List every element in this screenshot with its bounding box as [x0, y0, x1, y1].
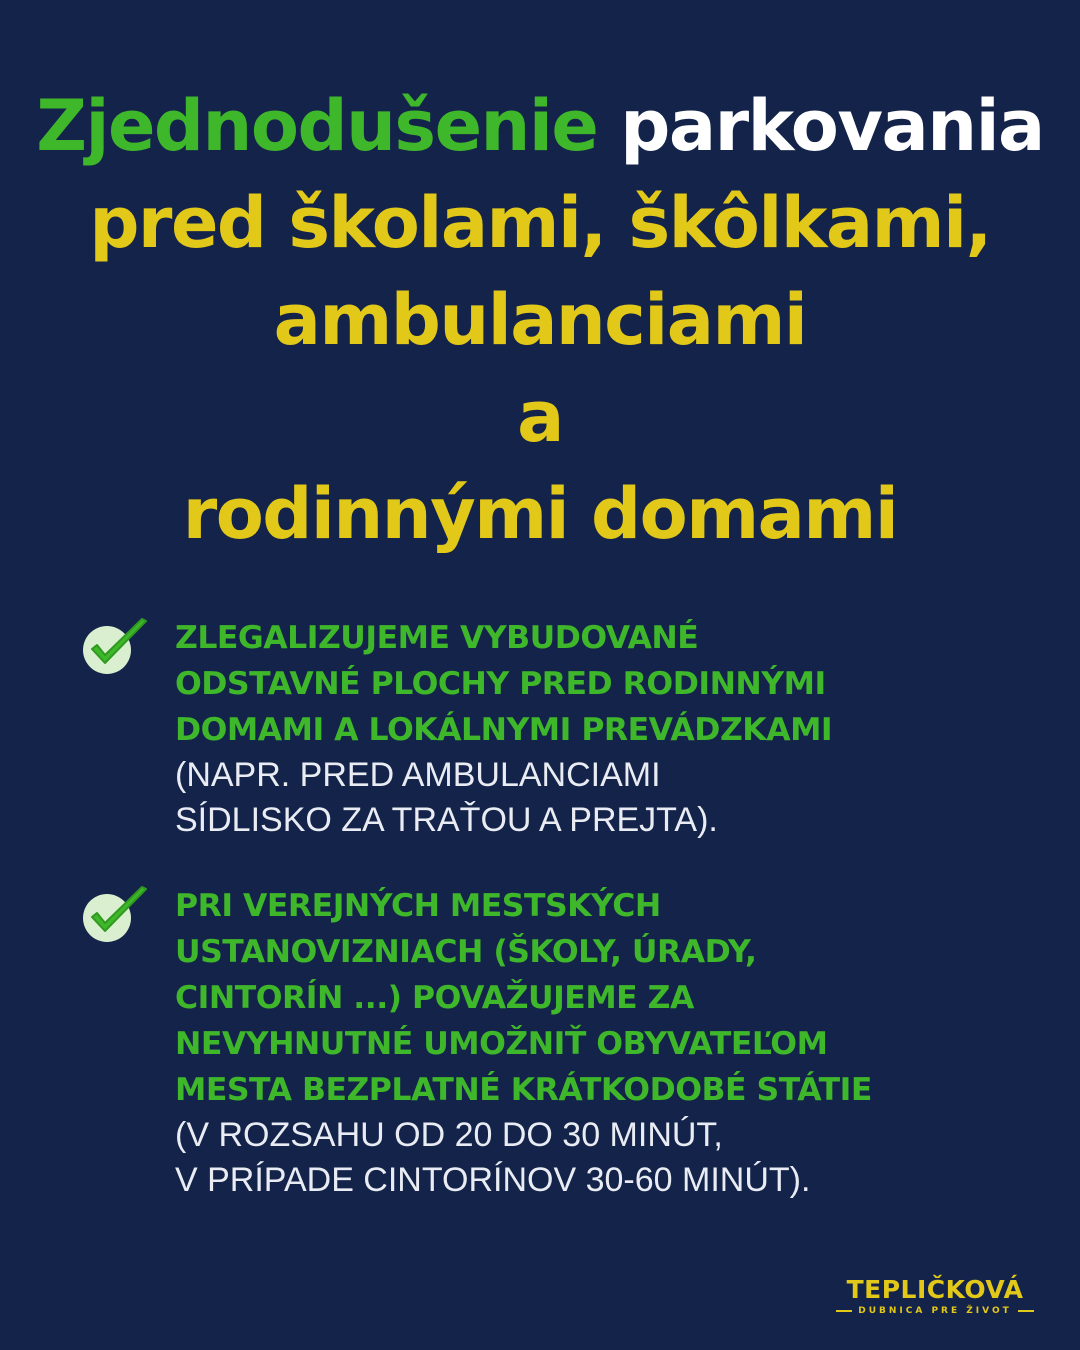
logo [830, 1276, 1040, 1316]
check-icon [80, 615, 154, 677]
bullet-note-text: (NAPR. PRED AMBULANCIAMI SÍDLISKO ZA TRAŤOU A PREJTA). [175, 756, 718, 839]
bullet-bold-text: PRI VEREJNÝCH MESTSKÝCH USTANOVIZNIACH (ŠKOLY, ÚRADY, CINTORÍN ...) POVAŽUJEME ZA NEVYHNUTNÉ UMOŽNIŤ OBYVATEĽOM MESTA BEZPLATNÉ KRÁTKODOBÉ STÁTIE [175, 888, 872, 1108]
headline-line-2: pred školami, škôlkami, [89, 182, 991, 264]
bullet-text [175, 615, 1060, 843]
logo-dash-right [1018, 1310, 1034, 1312]
logo-name: TEPLIČKOVÁ [846, 1275, 1024, 1304]
bullet-bold-text: ZLEGALIZUJEME VYBUDOVANÉ ODSTAVNÉ PLOCHY PRED RODINNÝMI DOMAMI A LOKÁLNYMI PREVÁDZKAMI [175, 620, 833, 748]
headline-green-word: Zjednodušenie [36, 85, 598, 167]
bullet-list [80, 615, 1060, 1243]
headline-line-3: ambulanciami [273, 279, 807, 361]
logo-tagline: DUBNICA PRE ŽIVOT [858, 1306, 1012, 1316]
headline-line-4: a [517, 376, 563, 458]
check-icon [80, 883, 154, 945]
headline-white-word: parkovania [620, 85, 1044, 167]
headline [0, 78, 1080, 563]
bullet-item [80, 615, 1060, 843]
logo-tagline-row [830, 1306, 1040, 1316]
bullet-text [175, 883, 1060, 1203]
headline-line-1 [0, 78, 1080, 175]
bullet-note-text: (V ROZSAHU OD 20 DO 30 MINÚT, V PRÍPADE CINTORÍNOV 30-60 MINÚT). [175, 1116, 811, 1199]
logo-dash-left [836, 1310, 852, 1312]
bullet-item [80, 883, 1060, 1203]
headline-line-5: rodinnými domami [182, 473, 898, 555]
